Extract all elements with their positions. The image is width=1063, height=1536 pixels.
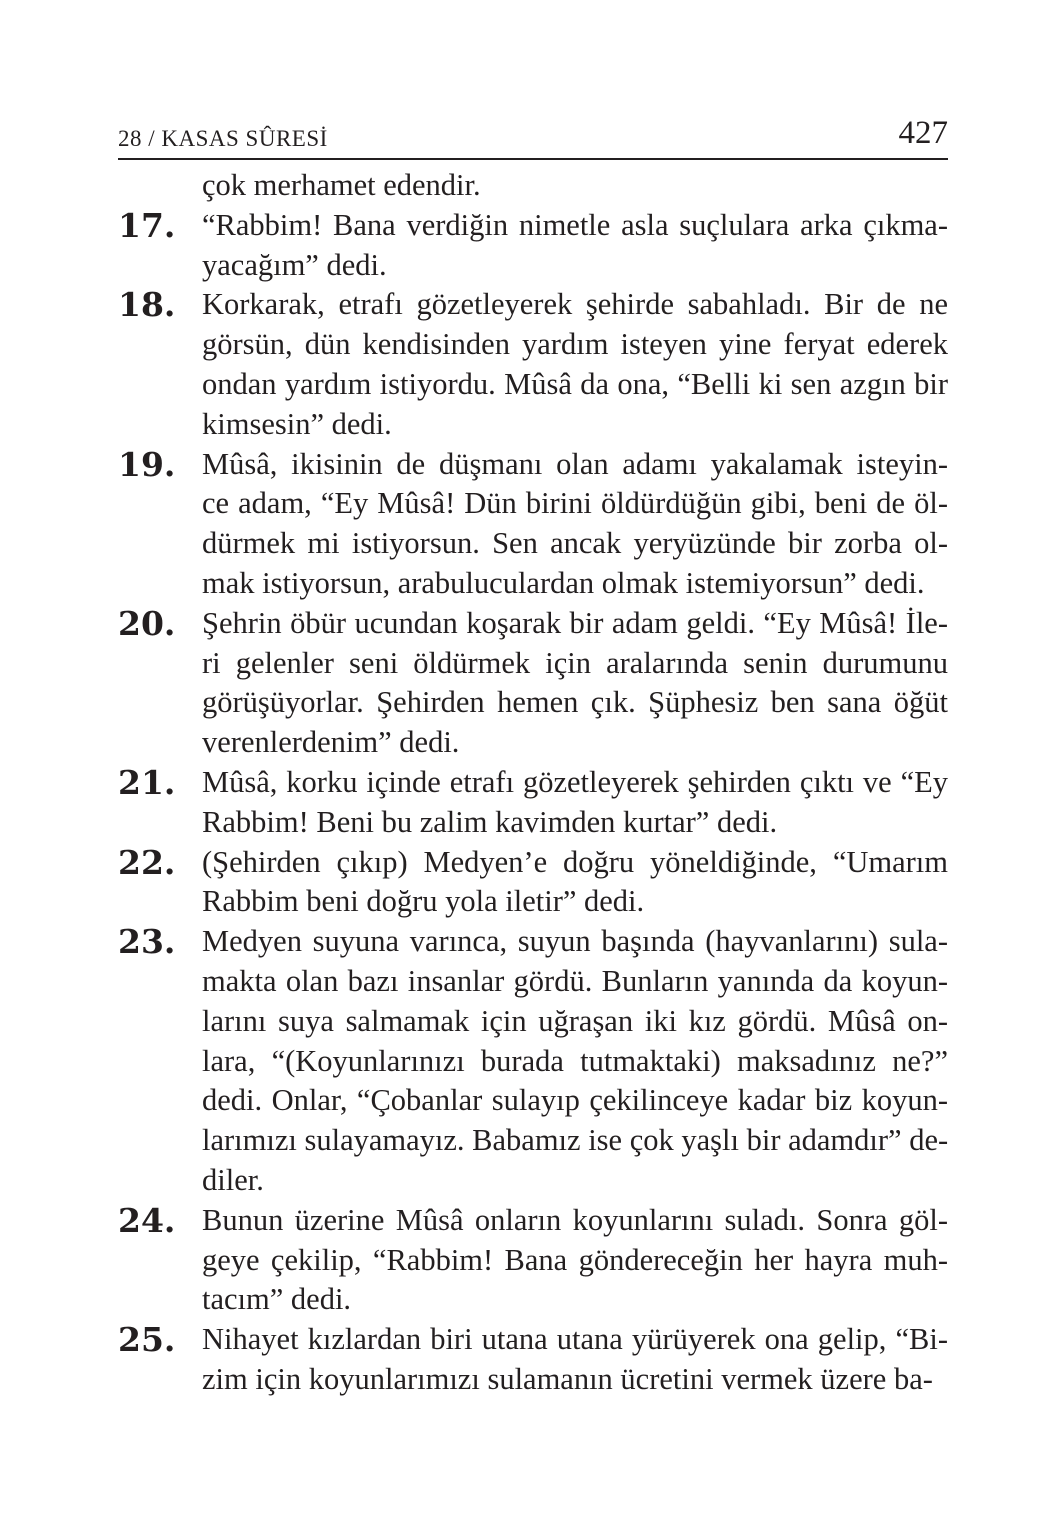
verse — [118, 843, 948, 923]
verse-text — [202, 604, 948, 763]
verse — [118, 763, 948, 843]
verse-line: larımızı sulayamayız. Babamız ise çok yaşlı bir adamdır” de- — [202, 1123, 948, 1158]
page-body — [118, 166, 948, 1400]
verse-text — [202, 922, 948, 1201]
verse-line: diler. — [202, 1162, 264, 1197]
verse-line: Nihayet kızlardan biri utana utana yürüyerek ona gelip, “Bi- — [202, 1322, 948, 1357]
verse-number: 17. — [118, 205, 176, 245]
verse-text — [202, 285, 948, 444]
verse-text — [202, 1320, 948, 1400]
verse-line: Korkarak, etrafı gözetleyerek şehirde sabahladı. Bir de ne — [202, 287, 948, 322]
verse — [118, 922, 948, 1201]
verse-list — [118, 206, 948, 1400]
verse-line: tacım” dedi. — [202, 1282, 352, 1317]
verse — [118, 1201, 948, 1320]
verse-line: Rabbim! Beni bu zalim kavimden kurtar” dedi. — [202, 804, 778, 839]
verse-number: 19. — [118, 444, 176, 484]
verse-line: (Şehirden çıkıp) Medyen’e doğru yöneldiğinde, “Umarım — [202, 844, 948, 879]
page-header — [118, 112, 948, 160]
verse-line: makta olan bazı insanlar gördü. Bunların yanında da koyun- — [202, 963, 948, 998]
verse-number: 21. — [118, 762, 176, 802]
verse-line: zim için koyunlarımızı sulamanın ücretini vermek üzere ba- — [202, 1361, 933, 1396]
verse-text — [202, 763, 948, 843]
verse-number: 18. — [118, 285, 176, 325]
verse-line: Şehrin öbür ucundan koşarak bir adam geldi. “Ey Mûsâ! İle- — [202, 605, 948, 640]
verse — [118, 604, 948, 763]
verse-line: kimsesin” dedi. — [202, 406, 392, 441]
verse-line: lara, “(Koyunlarınızı burada tutmaktaki) maksadınız ne?” — [202, 1043, 948, 1078]
verse-number: 23. — [118, 922, 176, 962]
verse-line: görüşüyorlar. Şehirden hemen çık. Şüphesiz ben sana öğüt — [202, 685, 948, 720]
verse-text — [202, 1201, 948, 1320]
verse-line: Mûsâ, korku içinde etrafı gözetleyerek şehirden çıktı ve “Ey — [202, 764, 948, 799]
verse-number: 25. — [118, 1320, 176, 1360]
continuation-line: çok merhamet edendir. — [202, 168, 481, 202]
verse-line: ri gelenler seni öldürmek için aralarında senin durumunu — [202, 645, 948, 680]
verse-line: Rabbim beni doğru yola iletir” dedi. — [202, 884, 645, 919]
verse-number: 22. — [118, 842, 176, 882]
verse-line: dürmek mi istiyorsun. Sen ancak yeryüzünde bir zorba ol- — [202, 526, 948, 561]
running-head: 28 / KASAS SÛRESİ — [118, 126, 328, 151]
verse-line: ce adam, “Ey Mûsâ! Dün birini öldürdüğün gibi, beni de öl- — [202, 486, 948, 521]
verse-line: görsün, dün kendisinden yardım isteyen yine feryat ederek — [202, 327, 948, 362]
verse-line: Mûsâ, ikisinin de düşmanı olan adamı yakalamak isteyin- — [202, 446, 948, 481]
verse-line: larını suya salmamak için uğraşan iki kız gördü. Mûsâ on- — [202, 1003, 948, 1038]
verse-line: dedi. Onlar, “Çobanlar sulayıp çekilinceye kadar biz koyun- — [202, 1083, 948, 1118]
verse-line: yacağım” dedi. — [202, 247, 387, 282]
page-number: 427 — [898, 115, 948, 151]
verse-number: 24. — [118, 1200, 176, 1240]
verse-line: Bunun üzerine Mûsâ onların koyunlarını suladı. Sonra göl- — [202, 1202, 948, 1237]
verse-line: ondan yardım istiyordu. Mûsâ da ona, “Belli ki sen azgın bir — [202, 366, 948, 401]
verse-line: mak istiyorsun, arabuluculardan olmak istemiyorsun” dedi. — [202, 565, 925, 600]
verse-line: verenlerdenim” dedi. — [202, 725, 460, 760]
verse — [118, 285, 948, 444]
verse-text — [202, 843, 948, 923]
verse — [118, 1320, 948, 1400]
verse — [118, 445, 948, 604]
verse-line: geye çekilip, “Rabbim! Bana göndereceğin her hayra muh- — [202, 1242, 948, 1277]
verse-line: “Rabbim! Bana verdiğin nimetle asla suçlulara arka çıkma- — [202, 207, 948, 242]
verse-line: Medyen suyuna varınca, suyun başında (hayvanlarını) sula- — [202, 924, 948, 959]
verse-text — [202, 445, 948, 604]
verse — [118, 206, 948, 286]
verse-number: 20. — [118, 603, 176, 643]
verse-text — [202, 206, 948, 286]
